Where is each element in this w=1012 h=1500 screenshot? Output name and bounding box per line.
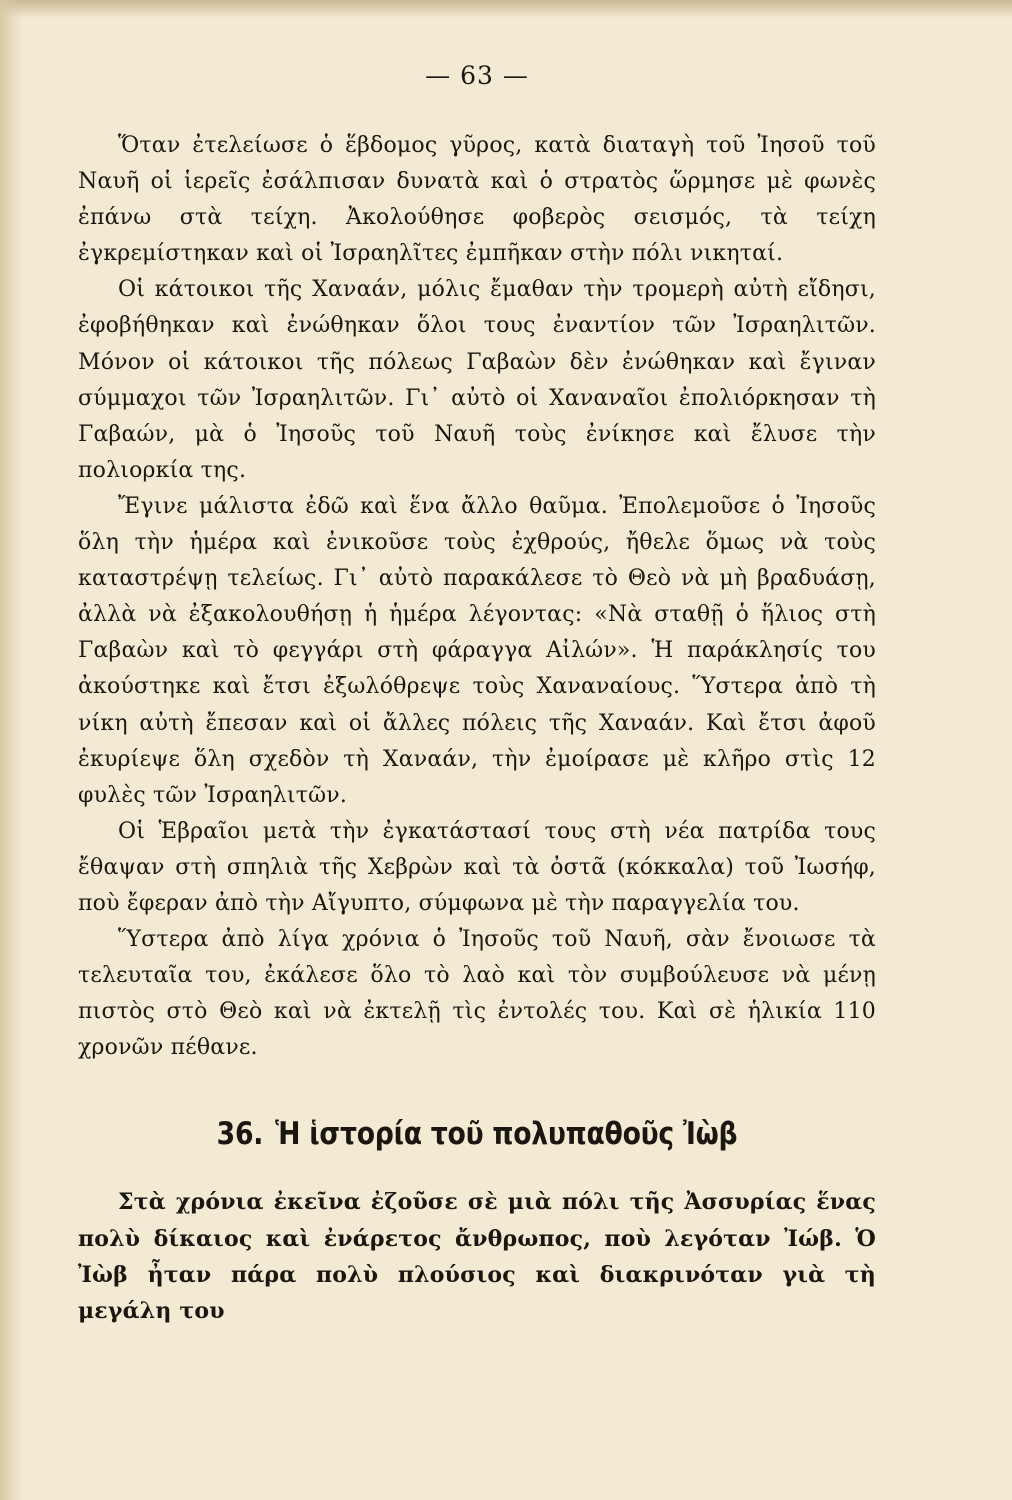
page-edge-shadow-top (0, 0, 1012, 18)
paragraph-joshua-death: Ὕστερα ἀπὸ λίγα χρόνια ὁ Ἰησοῦς τοῦ Ναυῆ, σὰν ἔνοιωσε τὰ τελευταῖα του, ἐκάλεσε ὅλο τὸ λαὸ καὶ τὸν συμβούλευσε νὰ μένῃ πιστὸς στὸ Θεὸ καὶ νὰ ἐκτελῇ τὶς ἐντολές του. Καὶ σὲ ἡλικία 110 χρονῶν πέθανε. (78, 927, 876, 1061)
section-heading (134, 1110, 820, 1158)
text-column (78, 56, 876, 1329)
page-number: — 63 — (425, 61, 529, 90)
paragraph-walls-fall: Ὅταν ἐτελείωσε ὁ ἕβδομος γῦρος, κατὰ διαταγὴ τοῦ Ἰησοῦ τοῦ Ναυῆ οἱ ἱερεῖς ἐσάλπισαν δυνατὰ καὶ ὁ στρατὸς ὥρμησε μὲ φωνὲς ἐπάνω στὰ τείχη. Ἀκολούθησε φοβερὸς σεισμός, τὰ τείχη ἐγκρεμίστηκαν καὶ οἱ Ἰσραηλῖτες ἐμπῆκαν στὴν πόλι νικηταί. (78, 133, 876, 267)
page-edge-shadow-left (0, 0, 22, 1500)
section-title: Ἡ ἱστορία τοῦ πολυπαθοῦς Ἰὼβ (275, 1116, 738, 1153)
paragraph-job-intro: Στὰ χρόνια ἐκεῖνα ἐζοῦσε σὲ μιὰ πόλι τῆς Ἀσσυρίας ἕνας πολὺ δίκαιος καὶ ἐνάρετος ἄνθρωπος, ποὺ λεγόταν Ἰώβ. Ὁ Ἰὼβ ἦταν πάρα πολὺ πλούσιος καὶ διακρινόταν γιὰ τὴ μεγάλη του (78, 1189, 876, 1324)
paragraph-canaanites-unite: Οἱ κάτοικοι τῆς Χαναάν, μόλις ἔμαθαν τὴν τρομερὴ αὐτὴ εἴδησι, ἐφοβήθηκαν καὶ ἐνώθηκαν ὅλοι τους ἐναντίον τῶν Ἰσραηλιτῶν. Μόνον οἱ κάτοικοι τῆς πόλεως Γαβαὼν δὲν ἐνώθηκαν καὶ ἔγιναν σύμμαχοι τῶν Ἰσραηλιτῶν. Γι᾽ αὐτὸ οἱ Χαναναῖοι ἐπολιόρκησαν τὴ Γαβαών, μὰ ὁ Ἰησοῦς τοῦ Ναυῆ τοὺς ἐνίκησε καὶ ἔλυσε τὴν πολιορκία της. (78, 277, 876, 483)
paragraph-sun-stands-still: Ἔγινε μάλιστα ἐδῶ καὶ ἕνα ἄλλο θαῦμα. Ἐπολεμοῦσε ὁ Ἰησοῦς ὅλη τὴν ἡμέρα καὶ ἐνικοῦσε τοὺς ἐχθρούς, ἤθελε ὅμως νὰ τοὺς καταστρέψῃ τελείως. Γι᾽ αὐτὸ παρακάλεσε τὸ Θεὸ νὰ μὴ βραδυάσῃ, ἀλλὰ νὰ ἐξακολουθήσῃ ἡ ἡμέρα λέγοντας: «Νὰ σταθῇ ὁ ἥλιος στὴ Γαβαὼν καὶ τὸ φεγγάρι στὴ φάραγγα Αἰλών». Ἡ παράκλησίς του ἀκούστηκε καὶ ἔτσι ἐξωλόθρεψε τοὺς Χαναναίους. Ὕστερα ἀπὸ τὴ νίκη αὐτὴ ἔπεσαν καὶ οἱ ἄλλες πόλεις τῆς Χαναάν. Καὶ ἔτσι ἀφοῦ ἐκυρίεψε ὅλη σχεδὸν τὴ Χαναάν, τὴν ἐμοίρασε μὲ κλῆρο στὶς 12 φυλὲς τῶν Ἰσραηλιτῶν. (78, 493, 876, 808)
section-number: 36. (216, 1116, 264, 1153)
paragraph-joseph-bones: Οἱ Ἑβραῖοι μετὰ τὴν ἐγκατάστασί τους στὴ νέα πατρίδα τους ἔθαψαν στὴ σπηλιὰ τῆς Χεβρὼν καὶ τὰ ὀστᾶ (κόκκαλα) τοῦ Ἰωσήφ, ποὺ ἔφεραν ἀπὸ τὴν Αἴγυπτο, σύμφωνα μὲ τὴν παραγγελία του. (78, 818, 876, 916)
